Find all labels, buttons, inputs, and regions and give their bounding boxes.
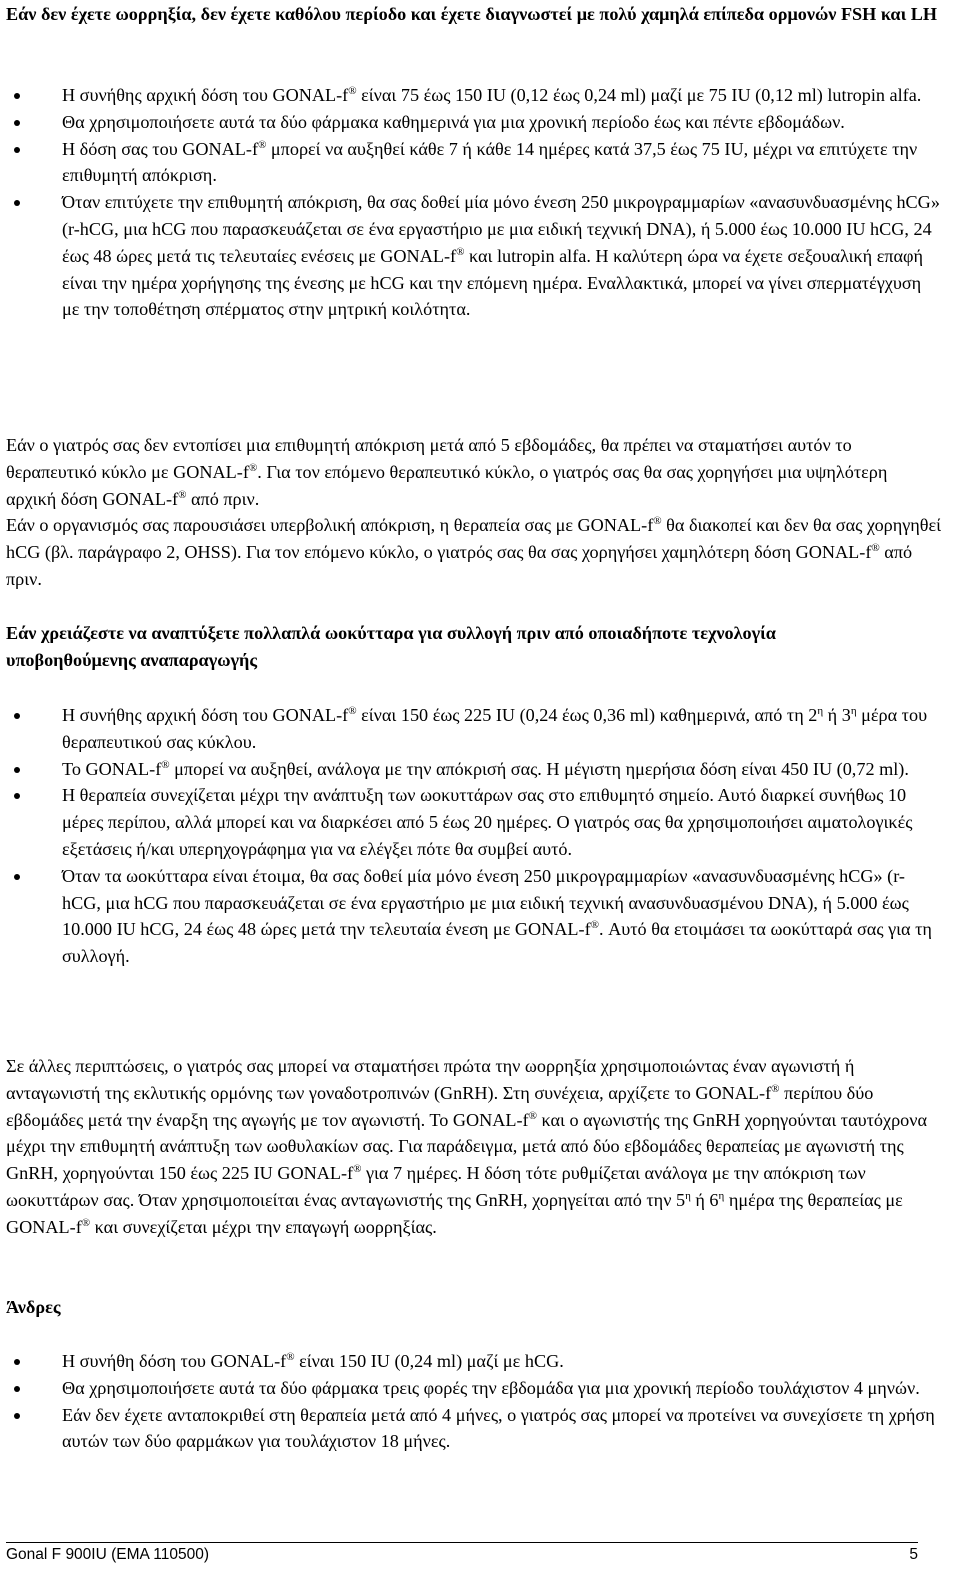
list-item: Η θεραπεία συνεχίζεται μέχρι την ανάπτυξη των ωοκυττάρων σας στο επιθυμητό σημείο. Αυτό διαρκεί συνήθως 10 μέρες περίπου, αλλά μπορεί και να διαρκέσει από 5 έως 20 ημέρες. Ο γιατρός σας θα χρησιμοποιήσει αιματολογικές εξετάσεις ή/και υπερηχογράφημα για να ελέγξει πότε θα συμβεί αυτό. <box>6 782 942 862</box>
footer-divider <box>6 1542 918 1543</box>
registered-mark <box>771 1083 779 1103</box>
bullet-list-anovulation <box>6 82 942 323</box>
section-heading-men: Άνδρες <box>6 1297 61 1317</box>
bullet-list-art <box>6 702 942 970</box>
registered-mark <box>871 542 879 562</box>
paragraph: Εάν ο οργανισμός σας παρουσιάσει υπερβολική απόκριση, η θεραπεία σας με GONAL-f ® θα διακοπεί και δεν θα σας χορηγηθεί hCG (βλ. παράγραφο 2, OHSS). Για τον επόμενο κύκλο, ο γιατρός σας θα σας χορηγήσει χαμηλότερη δόση GONAL-f ® από πριν. <box>6 512 942 592</box>
registered-mark <box>82 1217 90 1237</box>
registered-mark <box>348 85 356 105</box>
bullet-list-men <box>6 1348 942 1455</box>
section-heading-anovulation: Εάν δεν έχετε ωορρηξία, δεν έχετε καθόλου περίοδο και έχετε διαγνωστεί με πολύ χαμηλά επίπεδα ορμονών FSH και LH <box>6 4 938 24</box>
list-item: Η δόση σας του GONAL-f ® μπορεί να αυξηθεί κάθε 7 ή κάθε 14 ημέρες κατά 37,5 έως 75 IU, μέχρι να επιτύχετε την επιθυμητή απόκριση. <box>6 136 942 190</box>
registered-mark <box>348 705 356 725</box>
registered-mark <box>653 515 661 535</box>
list-item: Η συνήθη δόση του GONAL-f ® είναι 150 IU (0,24 ml) μαζί με hCG. <box>6 1348 942 1375</box>
list-item: Όταν τα ωοκύτταρα είναι έτοιμα, θα σας δοθεί μία μόνο ένεση 250 μικρογραμμαρίων «ανασυνδυασμένης hCG» (r-hCG, μια hCG που παρασκευάζεται σε ένα εργαστήριο με μια ειδική τεχνική ανασυνδυασμένου DNA), ή 5.000 έως 10.000 IU hCG, 24 έως 48 ώρες μετά την τελευταία ένεση με GONAL-f ® . Αυτό θα ετοιμάσει τα ωοκύτταρά σας για τη συλλογή. <box>6 863 942 970</box>
footer-document-id: Gonal F 900IU (EMA 110500) <box>6 1546 210 1563</box>
registered-mark <box>529 1110 537 1130</box>
list-item: Η συνήθης αρχική δόση του GONAL-f ® είναι 150 έως 225 IU (0,24 έως 0,36 ml) καθημερινά, από τη $2^\eta$ ή $3^\eta$ μέρα του θεραπευτικού σας κύκλου. <box>6 702 942 756</box>
page-number: 5 <box>909 1546 918 1563</box>
list-item: Θα χρησιμοποιήσετε αυτά τα δύο φάρμακα καθημερινά για μια χρονική περίοδο έως και πέντε εβδομάδων. <box>6 109 942 136</box>
registered-mark <box>591 919 599 939</box>
paragraph: Εάν ο γιατρός σας δεν εντοπίσει μια επιθυμητή απόκριση μετά από 5 εβδομάδες, θα πρέπει να σταματήσει αυτόν το θεραπευτικό κύκλο με GONAL-f ® . Για τον επόμενο θεραπευτικό κύκλο, ο γιατρός σας θα σας χορηγήσει μια υψηλότερη αρχική δόση GONAL-f ® από πριν. <box>6 432 942 512</box>
registered-mark <box>286 1351 294 1371</box>
registered-mark <box>249 462 257 482</box>
section-heading-art: Εάν χρειάζεστε να αναπτύξετε πολλαπλά ωοκύτταρα για συλλογή πριν από οποιαδήποτε τεχνολογία υποβοηθούμενης αναπαραγωγής <box>6 623 776 670</box>
registered-mark <box>161 759 169 779</box>
list-item: Θα χρησιμοποιήσετε αυτά τα δύο φάρμακα τρεις φορές την εβδομάδα για μια χρονική περίοδο τουλάχιστον 4 μηνών. <box>6 1375 942 1402</box>
list-item: Το GONAL-f ® μπορεί να αυξηθεί, ανάλογα με την απόκρισή σας. Η μέγιστη ημερήσια δόση είναι 450 IU (0,72 ml). <box>6 756 942 783</box>
list-item: Η συνήθης αρχική δόση του GONAL-f ® είναι 75 έως 150 IU (0,12 έως 0,24 ml) μαζί με 75 IU (0,12 ml) lutropin alfa. <box>6 82 942 109</box>
list-item: Όταν επιτύχετε την επιθυμητή απόκριση, θα σας δοθεί μία μόνο ένεση 250 μικρογραμμαρίων «ανασυνδυασμένης hCG» (r-hCG, μια hCG που παρασκευάζεται σε ένα εργαστήριο με μια ειδική τεχνική DNA), ή 5.000 έως 10.000 IU hCG, 24 έως 48 ώρες μετά τις τελευταίες ενέσεις με GONAL-f ® και lutropin alfa. Η καλύτερη ώρα να έχετε σεξουαλική επαφή είναι την ημέρα χορήγησης της ένεσης με hCG και την επόμενη ημέρα. Εναλλακτικά, μπορεί να γίνει σπερματέγχυση με την τοποθέτηση σπέρματος στην μητρική κοιλότητα. <box>6 189 942 323</box>
list-item: Εάν δεν έχετε ανταποκριθεί στη θεραπεία μετά από 4 μήνες, ο γιατρός σας μπορεί να προτείνει να συνεχίσετε τη χρήση αυτών των δύο φαρμάκων για τουλάχιστον 18 μήνες. <box>6 1402 942 1456</box>
paragraph: Σε άλλες περιπτώσεις, ο γιατρός σας μπορεί να σταματήσει πρώτα την ωορρηξία χρησιμοποιώντας έναν αγωνιστή ή ανταγωνιστή της εκλυτικής ορμόνης των γοναδοτροπινών (GnRH). Στη συνέχεια, αρχίζετε το GONAL-f ® περίπου δύο εβδομάδες μετά την έναρξη της αγωγής με τον αγωνιστή. Το GONAL-f ® και ο αγωνιστής της GnRH χορηγούνται ταυτόχρονα μέχρι την επιθυμητή ανάπτυξη των ωοθυλακίων σας. Για παράδειγμα, μετά από δύο εβδομάδες θεραπείας με αγωνιστή της GnRH, χορηγούνται 150 έως 225 IU GONAL-f ® για 7 ημέρες. Η δόση τότε ρυθμίζεται ανάλογα με την απόκριση των ωοκυττάρων σας. Όταν χρησιμοποιείται ένας ανταγωνιστής της GnRH, χορηγείται από την $5^\eta$ ή $6^\eta$ ημέρα της θεραπείας με GONAL-f ® και συνεχίζεται μέχρι την επαγωγή ωορρηξίας. <box>6 1053 942 1241</box>
